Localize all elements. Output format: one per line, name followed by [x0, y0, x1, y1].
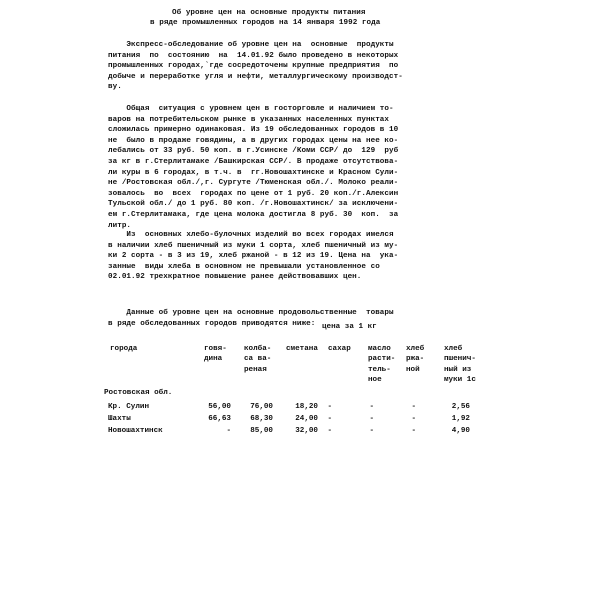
table-row-city: Кр. Сулин [108, 403, 150, 411]
table-row-city: Новошахтинск [108, 427, 163, 435]
paragraph-line: сложилась примерно одинаковая. Из 19 обследованных городов в 10 [108, 126, 399, 135]
table-unit-caption: цена за 1 кг [322, 323, 377, 331]
table-column-header: сметана [286, 345, 318, 353]
table-column-header: говя- [204, 345, 227, 353]
title-line: в ряде промышленных городов на 14 января 1992 года [150, 19, 381, 27]
title-line: Об уровне цен на основные продукты питания [172, 9, 366, 17]
paragraph-line: ли куры в 6 городах, в т.ч. в гг.Новошахтинске и Красном Сули- [108, 168, 399, 177]
table-column-header: дина [204, 355, 223, 364]
paragraph-line: занные виды хлеба в основном не превышали установленное со [108, 262, 380, 271]
paragraph-line: питания по состоянию на 14.01.92 было проведено в некоторых [108, 51, 399, 60]
paragraph-line: Из основных хлебо-булочных изделий во всех городах имелся [108, 231, 394, 239]
table-column-header: расти- [368, 355, 396, 364]
table-column-header: реная [244, 365, 267, 374]
paragraph-line: зовалось во всех городах по цене от 1 руб. 20 коп./г.Алексин [108, 189, 399, 198]
table-cell-value: 56,00 [208, 403, 231, 411]
paragraph-line: Общая ситуация с уровнем цен в госторговле и наличием то- [108, 105, 394, 113]
paragraph-line: лебались от 33 руб. 50 коп. в г.Усинске /Коми ССР/ до 129 руб [108, 147, 399, 156]
paragraph-line: Экспресс-обследование об уровне цен на основные продукты [108, 41, 394, 49]
table-column-header: са ва- [244, 355, 272, 364]
paragraph-line: ки 2 сорта - в 3 из 19, хлеб ржаной - в 12 из 19. Цена на ука- [108, 252, 399, 261]
table-region-label: Ростовская обл. [104, 389, 173, 397]
paragraph-line: ем г.Стерлитамака, где цена молока достигла 8 руб. 30 коп. за [108, 211, 399, 219]
table-cell-value: - [411, 403, 416, 411]
table-cell-value: 1,92 [451, 415, 470, 423]
table-cell-value: 76,00 [250, 403, 273, 411]
table-column-header: сахар [328, 345, 351, 353]
paragraph-line: не было в продаже говядины, а в других городах цены на нее ко- [108, 136, 399, 145]
table-column-header: ный из [444, 365, 472, 374]
table-row-city: Шахты [108, 415, 131, 423]
table-column-header: хлеб [444, 345, 463, 353]
table-column-header: хлеб [406, 345, 425, 353]
table-column-header: ное [368, 376, 382, 385]
paragraph-line: 02.01.92 трехкратное повышение ранее действовавших цен. [108, 273, 362, 282]
table-column-header: колба- [244, 345, 272, 353]
table-cell-value: - [369, 403, 374, 411]
paragraph-line: добыче и переработке угля и нефти, металлургическому производст- [108, 72, 403, 81]
table-cell-value: 68,30 [250, 415, 273, 423]
table-cell-value: 66,63 [208, 415, 231, 423]
paragraph-line: в ряде обследованных городов приводятся ниже: [108, 319, 316, 328]
paragraph-line: промышленных городах,`где сосредоточены крупные предприятия по [108, 62, 399, 71]
table-cell-value: - [369, 427, 374, 435]
table-cell-value: - [411, 415, 416, 423]
table-column-header: ржа- [406, 355, 425, 364]
paragraph-line: не /Ростовская обл./,г. Сургуте /Тюменская обл./. Молоко реали- [108, 179, 399, 188]
table-cell-value: - [369, 415, 374, 423]
paragraph-line: Данные об уровне цен на основные продовольственные товары [108, 309, 394, 317]
table-cell-value: - [327, 415, 332, 423]
paragraph-line: варов на потребительском рынке в указанных населенных пунктах [108, 115, 390, 124]
table-cell-value: - [226, 427, 231, 435]
table-cell-value: - [327, 403, 332, 411]
table-cell-value: 24,00 [295, 415, 318, 423]
table-cell-value: - [327, 427, 332, 435]
table-column-header: города [110, 345, 138, 353]
table-column-header: муки 1с [444, 376, 476, 385]
paragraph-line: Тульской обл./ до 1 руб. 80 коп. /г.Новошахтинск/ за исключени- [108, 200, 399, 209]
table-column-header: масло [368, 345, 391, 353]
table-column-header: тель- [368, 365, 391, 374]
table-cell-value: 32,00 [295, 427, 318, 435]
table-cell-value: 18,20 [295, 403, 318, 411]
paragraph-line: литр. [108, 221, 132, 230]
table-cell-value: - [411, 427, 416, 435]
table-column-header: ной [406, 365, 420, 374]
paragraph-line: за кг в г.Стерлитамаке /Башкирская ССР/. В продаже отсутствова- [108, 158, 399, 166]
table-column-header: пшенич- [444, 355, 476, 364]
paragraph-line: ву. [108, 83, 122, 92]
table-cell-value: 2,56 [451, 403, 470, 411]
paragraph-line: в наличии хлеб пшеничный из муки 1 сорта, хлеб пшеничный из му- [108, 241, 399, 250]
table-cell-value: 85,00 [250, 427, 273, 435]
table-cell-value: 4,90 [451, 427, 470, 435]
